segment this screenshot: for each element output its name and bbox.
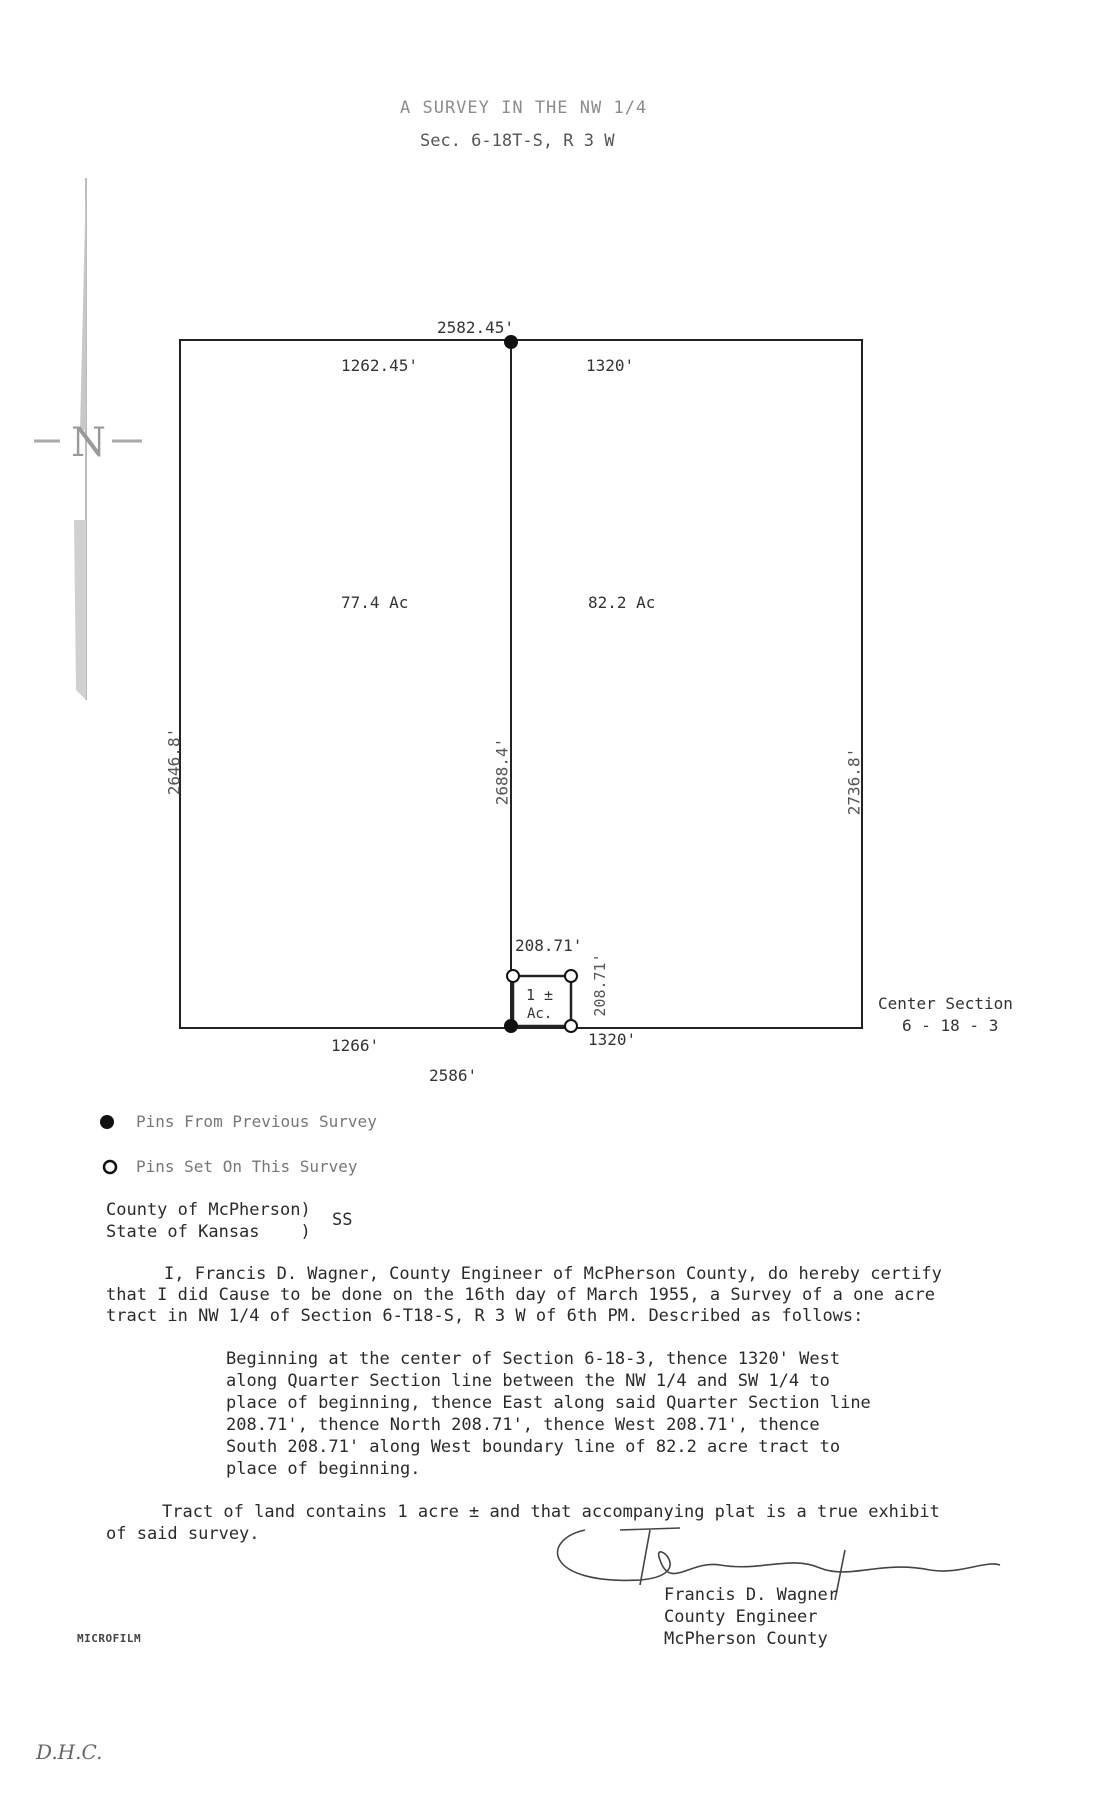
signer-title: County Engineer	[664, 1607, 818, 1627]
legend-solid-pin-icon	[100, 1115, 114, 1129]
area-left: 77.4 Ac	[341, 593, 409, 612]
description-line-4: 208.71', thence North 208.71', thence West 208.71', thence	[226, 1415, 820, 1435]
legend-previous-pins: Pins From Previous Survey	[136, 1112, 377, 1131]
pin-previous	[504, 1019, 518, 1033]
tract-right-distance: 208.71'	[591, 953, 609, 1017]
description-line-1: Beginning at the center of Section 6-18-3, thence 1320' West	[226, 1349, 841, 1369]
handwritten-initials: D.H.C.	[36, 1740, 103, 1764]
section-boundary	[180, 340, 862, 1028]
description-line-3: place of beginning, thence East along said Quarter Section line	[226, 1393, 871, 1413]
bottom-left-distance: 1266'	[331, 1036, 380, 1055]
certification-line-3: tract in NW 1/4 of Section 6-T18-S, R 3 W of 6th PM. Described as follows:	[106, 1306, 864, 1326]
top-total-distance: 2582.45'	[437, 318, 515, 337]
venue-ss: SS	[332, 1210, 353, 1230]
description-line-6: place of beginning.	[226, 1459, 421, 1479]
area-right: 82.2 Ac	[588, 593, 656, 612]
pin-previous	[504, 335, 518, 349]
tract-area-line1: 1 ±	[526, 986, 554, 1004]
signer-county: McPherson County	[664, 1629, 828, 1649]
north-letter: N	[71, 420, 106, 466]
middle-line-distance: 2688.4'	[492, 737, 512, 806]
left-side-distance: 2646.8'	[164, 727, 184, 796]
legend-open-pin-icon	[104, 1161, 116, 1173]
center-section-label: Center Section	[878, 994, 1013, 1013]
center-section-number: 6 - 18 - 3	[902, 1016, 999, 1035]
tract-top-distance: 208.71'	[515, 936, 583, 955]
venue-county: County of McPherson)	[106, 1200, 311, 1220]
bottom-right-distance: 1320'	[588, 1030, 637, 1049]
certification-line-1: I, Francis D. Wagner, County Engineer of McPherson County, do hereby certify	[164, 1264, 942, 1284]
top-left-distance: 1262.45'	[341, 356, 419, 375]
right-side-distance: 2736.8'	[844, 747, 864, 816]
tract-area-line2: Ac.	[527, 1006, 553, 1022]
certification-line-2: that I did Cause to be done on the 16th day of March 1955, a Survey of a one acre	[106, 1285, 936, 1305]
top-right-distance: 1320'	[586, 356, 635, 375]
conclusion-line-1: Tract of land contains 1 acre ± and that accompanying plat is a true exhibit	[162, 1502, 940, 1522]
survey-title: A SURVEY IN THE NW 1/4	[400, 98, 648, 118]
signer-name: Francis D. Wagner	[664, 1585, 838, 1605]
section-reference: Sec. 6-18T-S, R 3 W	[420, 131, 615, 151]
pin-set	[565, 1020, 577, 1032]
description-line-5: South 208.71' along West boundary line of 82.2 acre tract to	[226, 1437, 841, 1457]
legend-set-pins: Pins Set On This Survey	[136, 1157, 358, 1176]
pin-set	[565, 970, 577, 982]
description-line-2: along Quarter Section line between the NW 1/4 and SW 1/4 to	[226, 1371, 830, 1391]
venue-state: State of Kansas )	[106, 1222, 311, 1242]
pin-set	[507, 970, 519, 982]
bottom-total-distance: 2586'	[429, 1066, 478, 1085]
conclusion-line-2: of said survey.	[106, 1524, 260, 1544]
microfilm-stamp: MICROFILM	[77, 1632, 142, 1645]
